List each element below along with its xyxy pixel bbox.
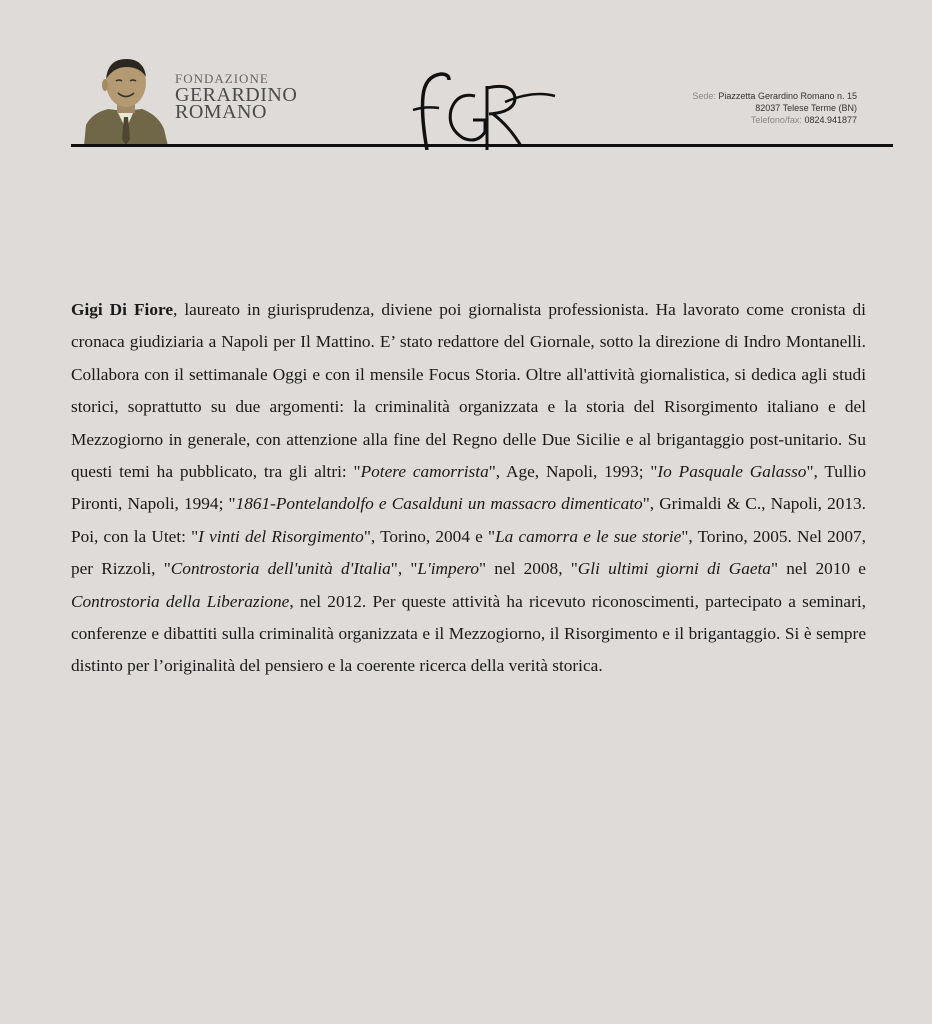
bio-text: ", Age, Napoli, 1993; " [488,462,658,482]
bio-text: ", Grimaldi & C., Napoli, 2013. Poi, con la Utet: " [71,494,866,546]
book-title: I vinti del Risorgimento [198,526,364,546]
address-phone-line [692,114,857,126]
bio-text: , nel 2012. Per queste attività ha ricevuto riconoscimenti, partecipato a seminari, conferenze e dibattiti sulla criminalità organizzata e il Mezzogiorno, il Risorgimento e il brigantaggio. Si è sempre distinto per l’originalità del pensiero e la coerente ricerca della verità storica. [71,591,866,676]
address-city: 82037 Telese Terme (BN) [755,103,857,113]
bio-text: ", " [390,559,418,579]
bio-text: ", Tullio Pironti, Napoli, 1994; " [71,462,866,514]
author-name: Gigi Di Fiore [71,300,173,319]
book-title: Gli ultimi giorni di Gaeta [577,559,771,579]
bio-text: " nel 2008, " [479,559,578,579]
foundation-name [175,72,297,121]
bio-text: " nel 2010 e [770,559,866,579]
address-street: Piazzetta Gerardino Romano n. 15 [718,91,857,101]
bio-text: , laureato in giurisprudenza, diviene poi giornalista professionista. Ha lavorato come cronista di cronaca giudiziaria a Napoli per Il Mattino. E’ stato redattore del Giornale, sotto la direzione di Indro Montanelli. Collabora con il settimanale Oggi e con il mensile Focus Storia. Oltre all'attività giornalistica, si dedica agli studi storici, soprattutto su due argomenti: la criminalità organizzata e la storia del Risorgimento italiano e del Mezzogiorno in generale, con attenzione alla fine del Regno delle Due Sicilie e al brigantaggio post-unitario. Su questi temi ha pubblicato, tra gli altri: " [71,300,866,482]
book-title: L'impero [417,559,480,579]
bio-text: ", Torino, 2004 e " [363,526,496,546]
book-title: La camorra e le sue storie [495,526,682,546]
biography-paragraph [71,294,866,683]
book-title: Controstoria della Liberazione [71,591,290,611]
address-phone-label: Telefono/fax: [750,115,802,125]
portrait-photo-icon [84,55,168,146]
header-divider [71,144,893,147]
letterhead [0,0,932,160]
bio-text: ", Torino, 2005. Nel 2007, per Rizzoli, " [71,526,867,579]
address-block [692,90,857,126]
foundation-name-line2: ROMANO [175,101,267,123]
address-sede-label: Sede: [692,91,716,101]
foundation-name-line1: GERARDINO [175,84,298,106]
book-title: Io Pasquale Galasso [657,462,807,482]
address-street-line [692,90,857,102]
book-title: 1861-Pontelandolfo e Casalduni un massacro dimenticato [235,494,643,514]
fgr-monogram-logo [405,66,560,150]
book-title: Potere camorrista [360,462,489,482]
address-phone: 0824.941877 [804,115,857,125]
foundation-label: FONDAZIONE [175,71,269,86]
book-title: Controstoria dell'unità d'Italia [170,559,391,579]
